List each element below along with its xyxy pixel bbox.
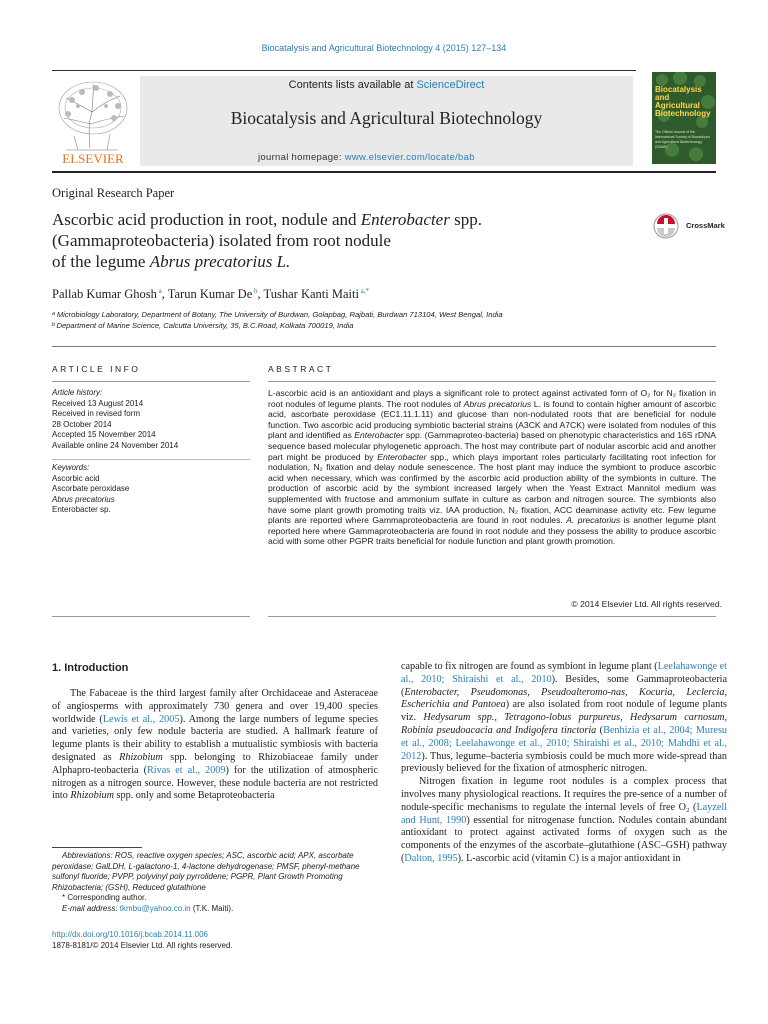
body-text: ). Besides, some Gammaproteobacteria ( xyxy=(401,673,727,698)
history-label: Article history: xyxy=(52,388,103,397)
doi-block xyxy=(52,929,378,951)
abstract-bottom-rule xyxy=(268,616,716,617)
abstract-rule xyxy=(268,381,716,382)
abstract-italic: Enterobacter xyxy=(354,430,404,441)
author-separator: , xyxy=(161,287,168,302)
body-text: ) are also isolated from root nodule of legume plants viz. xyxy=(401,699,727,724)
body-text: ). Thus, legume–bacteria symbiosis could be much more wide-spread than previously believed for the fixation of atmospheric nitrogen. xyxy=(401,750,727,775)
elsevier-tree-icon xyxy=(52,76,134,166)
body-text: Nitrogen fixation in legume root nodules is a complex process that involves many physiological reactions. It requires the pre-sence of a number of nodule-specific mechanisms to regulate the internal levels of free O₂ ( xyxy=(401,776,727,813)
body-text: spp. belonging to Rhizobiaceae family under Alphapro-teobacteria ( xyxy=(52,751,378,776)
history-item: Available online 24 November 2014 xyxy=(52,440,179,450)
email-footnote xyxy=(52,904,378,915)
crossmark-label: CrossMark xyxy=(686,221,725,230)
email-label: E-mail address: xyxy=(62,903,120,913)
abstract-italic: A. precatorius xyxy=(566,515,621,526)
body-italic: Rhizobium xyxy=(70,790,114,802)
reference-link[interactable]: Lewis et al., 2005 xyxy=(102,713,180,725)
cover-subtitle: The Official Journal of the International Society of Biocatalysis and Agricultural Biotechnology (ISBAB) xyxy=(655,130,711,149)
title-text: spp. xyxy=(449,210,482,229)
author-name[interactable]: Pallab Kumar Ghosh xyxy=(52,287,157,302)
abstract-text: L-ascorbic acid is an antioxidant and plays a significant role to protect against activated form of O₂ for N₂ fixation in root nodules of legume plants. The root nodules of xyxy=(268,388,716,409)
body-text: The Fabaceae is the third largest family after Orchidaceae and Asteraceae of angiosperms with approximately 730 genera and over 19,400 species worldwide ( xyxy=(52,688,378,725)
body-text: capable to fix nitrogen are found as symbiont in legume plant ( xyxy=(401,661,658,672)
email-suffix: (T.K. Maiti). xyxy=(190,903,234,913)
crossmark-icon xyxy=(652,212,682,240)
history-item: Received 13 August 2014 xyxy=(52,398,144,408)
crossmark-button[interactable] xyxy=(652,212,730,240)
body-italic: Hedysarum spp., Tetragono-lobus purpureus, Hedysarum carnosum, Robinia pseudoacacia and Indigofera tinctoria xyxy=(401,712,727,736)
corresponding-footnote: * Corresponding author. xyxy=(62,893,147,902)
keyword-item: Enterobacter sp. xyxy=(52,505,111,514)
affiliation-rule xyxy=(52,346,716,347)
history-rule xyxy=(52,459,250,460)
abstract-text: spp. (Gammaproteo-bacteria) based on phenotypic characteristics and 16S rDNA sequence based molecular phylogenetic approach. The host may contribute part of nodular ascorbic acid and another part might be produced by xyxy=(268,430,716,462)
article-history xyxy=(52,388,250,451)
issn-line: 1878-8181/© 2014 Elsevier Ltd. All rights reserved. xyxy=(52,941,233,950)
introduction-right-column xyxy=(401,661,727,866)
body-text: ) essential for nitrogenase function. Nodules contain abundant antioxidant to protect against activated forms of oxygen such as the components of the enzymes of the ascorbate–glutathione (ASC–GSH) pathway ( xyxy=(401,814,727,864)
author-list xyxy=(52,287,369,302)
keywords xyxy=(52,463,250,516)
author-affiliation-marker[interactable]: a xyxy=(156,287,162,295)
body-text: ( xyxy=(596,724,604,736)
body-italic: Enterobacter, Pseudomonas, Pseudoalteromo-nas, Kocuria, Leclercia, Escherichia and Pantoea xyxy=(401,686,727,711)
body-text: ) for the utilization of atmospheric nitrogen as a nitrogen source. However, these nodule bacteria are not restricted into xyxy=(52,764,378,802)
body-text: ). Among the large numbers of legume species and varieties, only few nodule bacteria are studied. A hallmark feature of legume plants is their ability to establish a mutualistic symbiosis with bacteria designated as xyxy=(52,713,378,763)
cover-title: Biocatalysis and Agricultural Biotechnology xyxy=(655,85,711,118)
keywords-label: Keywords: xyxy=(52,463,90,472)
footnotes xyxy=(52,851,378,914)
title-text: of the legume xyxy=(52,252,150,271)
elsevier-logo xyxy=(52,76,134,166)
author-name[interactable]: Tushar Kanti Maiti xyxy=(263,287,359,302)
header-bottom-rule xyxy=(52,171,716,173)
header-top-rule xyxy=(52,70,636,71)
elsevier-wordmark: ELSEVIER xyxy=(62,151,124,166)
abstract-text: spp., which plays important roles particularly facilitating root infection for nodulation, N₂ fixation and delay nodule senescence. The host plant may induce the symbiont to produce ascorbic acid when necessary, which was confirmed by the ascorbic acid production ability of the symbionts in culture. The production of ascorbic acid by the symbiont increased largely when the Yeast Extract Mannitol medium was supplemented with fructose and ammonium sulfate in culture as carbon and nitrogen source. The symbionts also have some plant growth promoting traits viz. IAA production, N₂ fixation, ACC deaminase activity etc. Few legume plants are reported where Gammaproteobacteria are found in root nodules. xyxy=(268,451,716,526)
keyword-item: Ascorbic acid xyxy=(52,473,100,483)
article-info-heading: ARTICLE INFO xyxy=(52,364,141,374)
abstract-italic: Abrus precatorius xyxy=(463,398,532,409)
body-italic: Rhizobium xyxy=(119,751,163,763)
keyword-item: Ascorbate peroxidase xyxy=(52,484,130,493)
body-text: spp. only and some Betaproteobacteria xyxy=(114,790,275,802)
affiliation-b: ᵇ Department of Marine Science, Calcutta University, 35, B.C.Road, Kolkata 700019, India xyxy=(52,321,354,330)
abstract-italic: Enterobacter xyxy=(377,451,427,462)
reference-link[interactable]: Layzell and Hunt, 1990 xyxy=(401,801,727,826)
reference-link[interactable]: Leelahawonge et al., 2010; Shiraishi et al., 2010 xyxy=(401,661,727,685)
reference-link[interactable]: Rivas et al., 2009 xyxy=(146,764,226,776)
article-title xyxy=(52,209,612,272)
paragraph xyxy=(401,776,727,866)
history-item: Received in revised form xyxy=(52,409,141,418)
author-affiliation-marker[interactable]: b xyxy=(252,287,258,295)
article-info-rule xyxy=(52,381,250,382)
sciencedirect-link[interactable]: ScienceDirect xyxy=(416,79,485,91)
author-separator: , xyxy=(257,287,264,302)
journal-cover-thumbnail[interactable] xyxy=(652,72,716,164)
homepage-label: journal homepage: xyxy=(258,152,345,163)
email-link[interactable]: tkmbu@yahoo.co.in xyxy=(119,903,191,913)
paragraph xyxy=(401,661,727,776)
introduction-left-column xyxy=(52,688,378,803)
affiliation-a: ᵃ Microbiology Laboratory, Department of Botany, The University of Burdwan, Golapbag, Rajbati, Burdwan 713104, West Bengal, India xyxy=(52,310,503,319)
journal-title: Biocatalysis and Agricultural Biotechnology xyxy=(230,108,543,128)
introduction-heading: 1. Introduction xyxy=(52,662,129,674)
journal-citation-link[interactable]: Biocatalysis and Agricultural Biotechnology 4 (2015) 127–134 xyxy=(261,43,507,53)
reference-link[interactable]: Dalton, 1995 xyxy=(404,852,458,864)
journal-homepage-link[interactable]: www.elsevier.com/locate/bab xyxy=(344,152,475,163)
title-text: (Gammaproteobacteria) isolated from root nodule xyxy=(52,231,391,250)
doi-link[interactable]: http://dx.doi.org/10.1016/j.bcab.2014.11.006 xyxy=(52,930,208,939)
affiliations xyxy=(52,309,503,331)
author-affiliation-marker[interactable]: a,* xyxy=(358,287,370,295)
title-text: Ascorbic acid production in root, nodule and xyxy=(52,210,361,229)
author-name[interactable]: Tarun Kumar De xyxy=(167,287,253,302)
body-text: ). L-ascorbic acid (vitamin C) is a major antioxidant in xyxy=(457,852,681,864)
abbreviations-text: Abbreviations: ROS, reactive oxygen species; ASC, ascorbic acid; APX, ascorbate peroxidase; GalLDH, L-galactono-1, 4-lactone dehydrogenase; PMSF, phenyl-methane sulfonyl fluoride; PVPP, polyvinyl poly pyrrolidene; PGPR, Plant Growth Promoting Rhizobacteria; (GSH), Reduced glutathione xyxy=(52,851,360,892)
contents-prefix: Contents lists available at xyxy=(288,79,417,91)
journal-homepage-line xyxy=(258,152,475,163)
keyword-item: Abrus precatorius xyxy=(52,494,115,504)
paper-type: Original Research Paper xyxy=(52,186,175,200)
abstract-copyright: © 2014 Elsevier Ltd. All rights reserved. xyxy=(571,599,722,609)
abbreviations-footnote xyxy=(52,851,378,893)
abstract-text: is another legume plant reported here where Gammaproteobacteria are found in root nodule and they possess the ability to produce ascorbic acid with some other PGPR traits beneficial for nodule function and plant growth promotion. xyxy=(268,515,716,547)
contents-available-line xyxy=(140,79,633,91)
footnote-rule xyxy=(52,847,142,848)
title-italic: Abrus precatorius L. xyxy=(149,252,291,271)
title-italic: Enterobacter xyxy=(360,210,450,229)
article-info-bottom-rule xyxy=(52,616,250,617)
abstract-text: L. is found to contain higher amount of ascorbic acid, ascorbate peroxidase (EC1.11.1.11) and glucose than non-nodulated roots that are beneficial for nodule function. Two ascorbic acid producing symbiotic bacterial strains (A3CK and A7CK) were isolated from nodules of this plant and identified as xyxy=(268,398,716,441)
history-item: 28 October 2014 xyxy=(52,419,112,429)
abstract-heading: ABSTRACT xyxy=(268,364,334,374)
history-item: Accepted 15 November 2014 xyxy=(52,430,156,439)
reference-link[interactable]: Benhizia et al., 2004; Muresu et al., 2008; Leelahawonge et al., 2010; Shiraishi et al., 2010; Mahdhi et al., 2012 xyxy=(401,724,727,762)
abstract-body xyxy=(268,388,716,547)
